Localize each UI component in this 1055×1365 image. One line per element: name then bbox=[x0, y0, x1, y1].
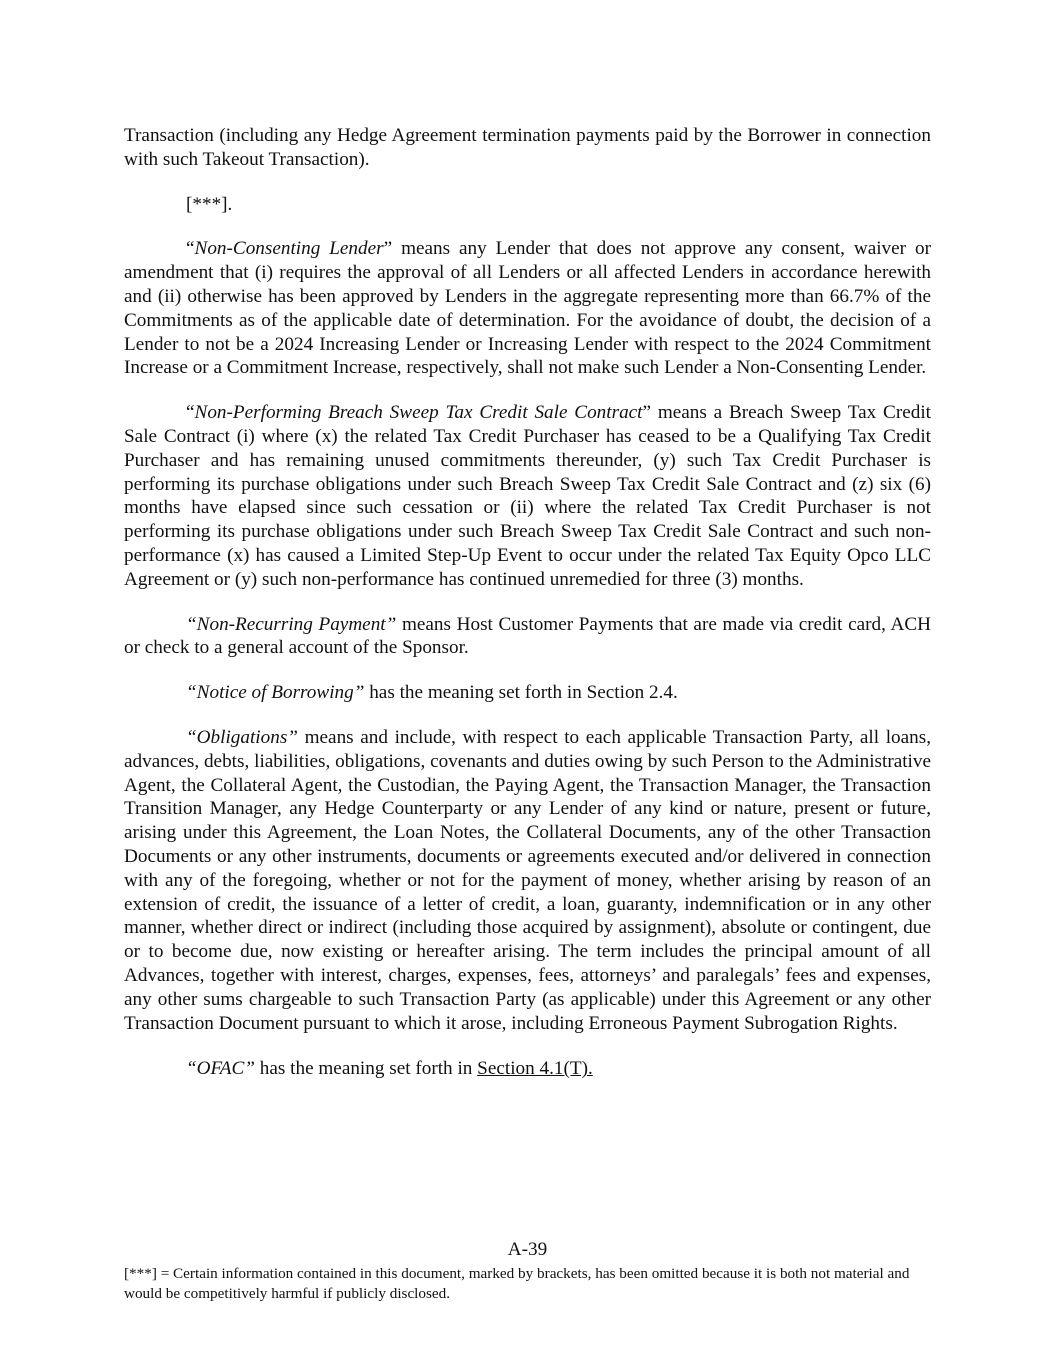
definition-non-recurring-payment bbox=[124, 613, 931, 661]
definition-text: means a Breach Sweep Tax Credit Sale Contract (i) where (x) the related Tax Credit Purchaser has ceased to be a Qualifying Tax Credit Purchaser and has remaining unused commitments thereunder, (y) such Tax Credit Purchaser is performing its purchase obligations under such Breach Sweep Tax Credit Sale Contract and (z) six (6) months have elapsed since such cessation or (ii) where the related Tax Credit Purchaser is not performing its purchase obligations under such Breach Sweep Tax Credit Sale Contract and such non-performance (x) has caused a Limited Step-Up Event to occur under the related Tax Equity Opco LLC Agreement or (y) such non-performance has continued unremedied for three (3) months. bbox=[124, 402, 931, 590]
section-reference: Section 4.1(T). bbox=[477, 1058, 593, 1080]
definition-text: means and include, with respect to each applicable Transaction Party, all loans, advances, debts, liabilities, obligations, covenants and duties owing by such Person to the Administrative Agent, the Collateral Agent, the Custodian, the Paying Agent, the Transaction Manager, the Transaction Transition Manager, any Hedge Counterparty or any Lender of any kind or nature, present or future, arising under this Agreement, the Loan Notes, the Collateral Documents, any of the other Transaction Documents or any other instruments, documents or agreements executed and/or delivered in connection with any of the foregoing, whether or not for the payment of money, whether arising by reason of an extension of credit, the issuance of a letter of credit, a loan, guaranty, indemnification or in any other manner, whether direct or indirect (including those acquired by assignment), absolute or contingent, due or to become due, now existing or hereafter arising. The term includes the principal amount of all Advances, together with interest, charges, expenses, fees, attorneys’ and paralegals’ fees and expenses, any other sums chargeable to such Transaction Party (as applicable) under this Agreement or any other Transaction Document pursuant to which it arose, including Erroneous Payment Subrogation Rights. bbox=[124, 726, 932, 1034]
definition-text: means any Lender that does not approve any consent, waiver or amendment that (i) requires the approval of all Lenders or all affected Lenders in accordance herewith and (ii) otherwise has been approved by Lenders in the aggregate representing more than 66.7% of the Commitments as of the applicable date of determination. For the avoidance of doubt, the decision of a Lender to not be a 2024 Increasing Lender or Increasing Lender with respect to the 2024 Commitment Increase or a Commitment Increase, respectively, shall not make such Lender a Non-Consenting Lender. bbox=[124, 238, 931, 379]
definition-obligations bbox=[124, 726, 931, 1035]
defined-term: “OFAC” bbox=[186, 1058, 255, 1080]
paragraph-takeout-continuation: Transaction (including any Hedge Agreement termination payments paid by the Borrower in connection with such Takeout Transaction). bbox=[124, 125, 931, 170]
definition-text: has the meaning set forth in bbox=[259, 1058, 473, 1080]
paragraph-redacted: [***]. bbox=[186, 193, 233, 215]
defined-term: “Non-Recurring Payment” bbox=[186, 613, 397, 635]
definition-text: means Host Customer Payments that are made via credit card, ACH or check to a general account of the Sponsor. bbox=[124, 613, 932, 659]
definition-ofac bbox=[124, 1057, 931, 1081]
defined-term: Non-Performing Breach Sweep Tax Credit Sale Contract bbox=[194, 402, 643, 424]
definition-text: has the meaning set forth in Section 2.4. bbox=[369, 682, 678, 704]
page-number: A-39 bbox=[507, 1239, 548, 1260]
redaction-footnote: [***] = Certain information contained in this document, marked by brackets, has been omitted because it is both not material and would be competitively harmful if publicly disclosed. bbox=[124, 1265, 910, 1302]
defined-term: “Obligations” bbox=[186, 726, 298, 748]
defined-term: Non-Consenting Lender bbox=[194, 238, 384, 260]
definition-non-consenting-lender: “Non-Consenting Lender” means any Lender that does not approve any consent, waiver or amendment that (i) requires the approval of all Lenders or all affected Lenders in accordance herewith and (ii) otherwise has been approved by Lenders in the aggregate representing more than 66.7% of the Commitments as of the applicable date of determination. For the avoidance of doubt, the decision of a Lender to not be a 2024 Increasing Lender or Increasing Lender with respect to the 2024 Commitment Increase or a Commitment Increase, respectively, shall not make such Lender a Non-Consenting Lender. bbox=[124, 238, 931, 379]
definition-notice-of-borrowing bbox=[124, 681, 931, 705]
definition-non-performing-contract: “Non-Performing Breach Sweep Tax Credit Sale Contract” means a Breach Sweep Tax Credit Sale Contract (i) where (x) the related Tax Credit Purchaser has ceased to be a Qualifying Tax Credit Purchaser and has remaining unused commitments thereunder, (y) such Tax Credit Purchaser is performing its purchase obligations under such Breach Sweep Tax Credit Sale Contract and (z) six (6) months have elapsed since such cessation or (ii) where the related Tax Credit Purchaser is not performing its purchase obligations under such Breach Sweep Tax Credit Sale Contract and such non-performance (x) has caused a Limited Step-Up Event to occur under the related Tax Equity Opco LLC Agreement or (y) such non-performance has continued unremedied for three (3) months. bbox=[124, 402, 931, 590]
defined-term: “Notice of Borrowing” bbox=[186, 682, 365, 704]
document-page bbox=[124, 124, 931, 1081]
